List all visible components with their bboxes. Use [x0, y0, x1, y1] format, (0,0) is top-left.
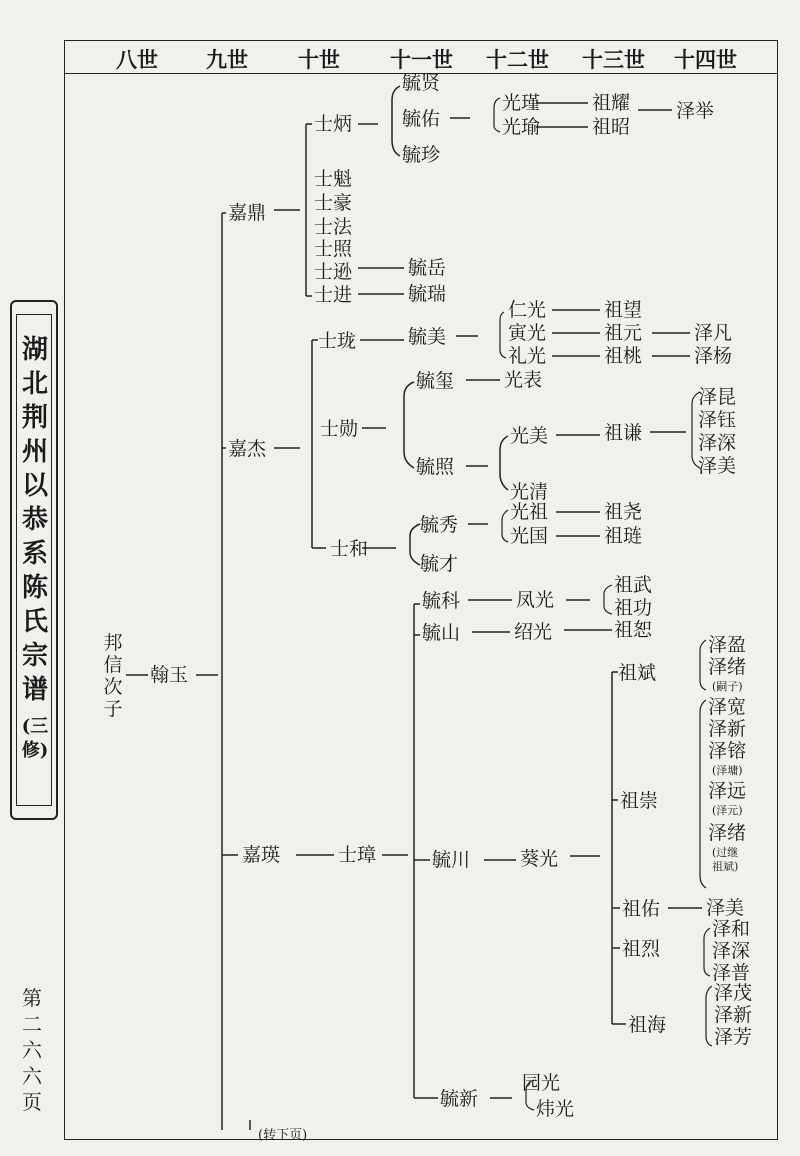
continue-note: (转下页) — [258, 1128, 308, 1143]
zuchong-note-1: (泽墉) — [712, 764, 743, 777]
gen12-liguang: 礼光 — [508, 345, 547, 367]
gen11-yumei: 毓美 — [408, 326, 447, 348]
gen13-zuchong: 祖崇 — [620, 790, 659, 812]
gen9-jiading: 嘉鼎 — [228, 202, 267, 224]
gen10-shihao: 士豪 — [314, 192, 353, 214]
gen14-zerong: 泽镕 — [708, 740, 747, 762]
gen13-zuwang: 祖望 — [604, 299, 643, 321]
gen14-zeyu: 泽钰 — [698, 409, 737, 431]
gen11-yuxi: 毓玺 — [416, 370, 455, 392]
gen13-zuyao2: 祖尧 — [604, 501, 643, 523]
gen13-zulian: 祖琏 — [604, 525, 643, 547]
gen14-zexu: 泽绪 — [708, 656, 747, 678]
gen12-weiguang: 炜光 — [536, 1098, 575, 1120]
gen8-hanyu: 翰玉 — [150, 664, 189, 686]
gen14-zeyuan: 泽远 — [708, 780, 747, 802]
gen10-shihe: 士和 — [330, 538, 369, 560]
gen12-guangjin: 光瑾 — [502, 92, 541, 114]
gen14-zehe: 泽和 — [712, 918, 751, 940]
gen10-shizhang: 士璋 — [338, 844, 377, 866]
gen12-guangyu: 光瑜 — [502, 116, 541, 138]
gen11-yurui: 毓瑞 — [408, 283, 447, 305]
gen-14-label: 十四世 — [674, 47, 737, 72]
gen14-zexin2: 泽新 — [714, 1004, 753, 1026]
gen14-zeshen2: 泽深 — [712, 940, 751, 962]
gen14-zekuan: 泽宽 — [708, 696, 747, 718]
side-edition: (三修) — [21, 716, 49, 761]
gen14-zefang: 泽芳 — [714, 1026, 753, 1048]
gen13-zuyou: 祖佑 — [622, 898, 661, 920]
gen13-zugong: 祖功 — [614, 597, 653, 619]
side-title: 湖北荆州以恭系陈氏宗谱 — [21, 335, 48, 705]
zuchong-note-3: (过继祖斌) — [712, 846, 739, 873]
gen-9-label: 九世 — [206, 47, 248, 72]
gen10-shixun: 士逊 — [314, 261, 353, 283]
gen12-guangbiao: 光表 — [504, 369, 543, 391]
gen11-yuxiu: 毓秀 — [420, 514, 459, 536]
zuchong-note-2: (泽元) — [712, 804, 743, 817]
gen13-zuhai: 祖海 — [628, 1014, 667, 1036]
gen14-zeshen: 泽深 — [698, 432, 737, 454]
gen11-yuzhen: 毓珍 — [402, 144, 441, 166]
gen12-yinguang: 寅光 — [508, 322, 547, 344]
gen14-zepu: 泽普 — [712, 962, 751, 984]
gen13-zuyuan: 祖元 — [604, 322, 643, 344]
gen14-zekun: 泽昆 — [698, 386, 737, 408]
page-number: 第二六六页 — [22, 986, 42, 1114]
gen13-zuqian: 祖谦 — [604, 422, 643, 444]
gen12-guangmei: 光美 — [510, 425, 549, 447]
gen14-zeju: 泽举 — [676, 100, 715, 122]
gen14-zeying: 泽盈 — [708, 634, 747, 656]
gen14-zeyang: 泽杨 — [694, 345, 733, 367]
gen-10-label: 十世 — [298, 47, 340, 72]
gen10-shikui: 士魁 — [314, 168, 353, 190]
gen10-shifa: 士法 — [314, 216, 353, 238]
gen12-fengguang: 凤光 — [516, 589, 555, 611]
gen-12-label: 十二世 — [486, 47, 549, 72]
gen12-guangzu: 光祖 — [510, 501, 549, 523]
gen12-kuiguang: 葵光 — [520, 848, 559, 870]
gen14-zemei2: 泽美 — [706, 897, 745, 919]
gen10-shixun2: 士勋 — [320, 418, 359, 440]
gen14-zemei: 泽美 — [698, 455, 737, 477]
gen-8-label: 八世 — [116, 47, 158, 72]
gen13-zuwu: 祖武 — [614, 574, 653, 596]
gen9-jiajie: 嘉杰 — [228, 438, 267, 460]
gen11-yuxin: 毓新 — [440, 1088, 479, 1110]
gen11-yuyue: 毓岳 — [408, 257, 447, 279]
gen10-shizhao: 士照 — [314, 238, 353, 260]
gen13-zulie: 祖烈 — [622, 938, 661, 960]
gen12-shaoguang: 绍光 — [514, 621, 553, 643]
gen11-yucai: 毓才 — [420, 553, 459, 575]
gen13-zutao: 祖桃 — [604, 345, 643, 367]
gen11-yushan: 毓山 — [422, 622, 461, 644]
gen12-guangguo: 光国 — [510, 525, 549, 547]
gen13-zuyao: 祖耀 — [592, 92, 631, 114]
gen14-zexu2: 泽绪 — [708, 822, 747, 844]
gen14-zefan: 泽凡 — [694, 322, 733, 344]
gen11-yuzhao: 毓照 — [416, 456, 455, 478]
gen11-yuxian: 毓贤 — [402, 72, 441, 94]
gen12-yuanguang: 园光 — [522, 1072, 561, 1094]
gen11-yuyou: 毓佑 — [402, 108, 441, 130]
gen13-zubin: 祖斌 — [618, 662, 657, 684]
gen14-zemao: 泽茂 — [714, 982, 753, 1004]
gen11-yuchuan: 毓川 — [432, 849, 471, 871]
gen10-shilong: 士珑 — [318, 330, 357, 352]
gen13-zushu: 祖恕 — [614, 619, 653, 641]
gen14-zexin: 泽新 — [708, 718, 747, 740]
gen13-zuzhao: 祖昭 — [592, 116, 631, 138]
gen-11-label: 十一世 — [390, 47, 453, 72]
gen12-guangqing: 光清 — [510, 481, 549, 503]
gen10-shijin: 士进 — [314, 284, 353, 306]
gen9-jiaying: 嘉瑛 — [242, 844, 281, 866]
zubin-note: (嗣子) — [712, 680, 743, 693]
gen-13-label: 十三世 — [582, 47, 645, 72]
gen12-renguang: 仁光 — [508, 299, 547, 321]
gen10-shibing: 士炳 — [314, 113, 353, 135]
root-label: 邦信次子 — [103, 632, 123, 720]
gen11-yuke: 毓科 — [422, 590, 461, 612]
